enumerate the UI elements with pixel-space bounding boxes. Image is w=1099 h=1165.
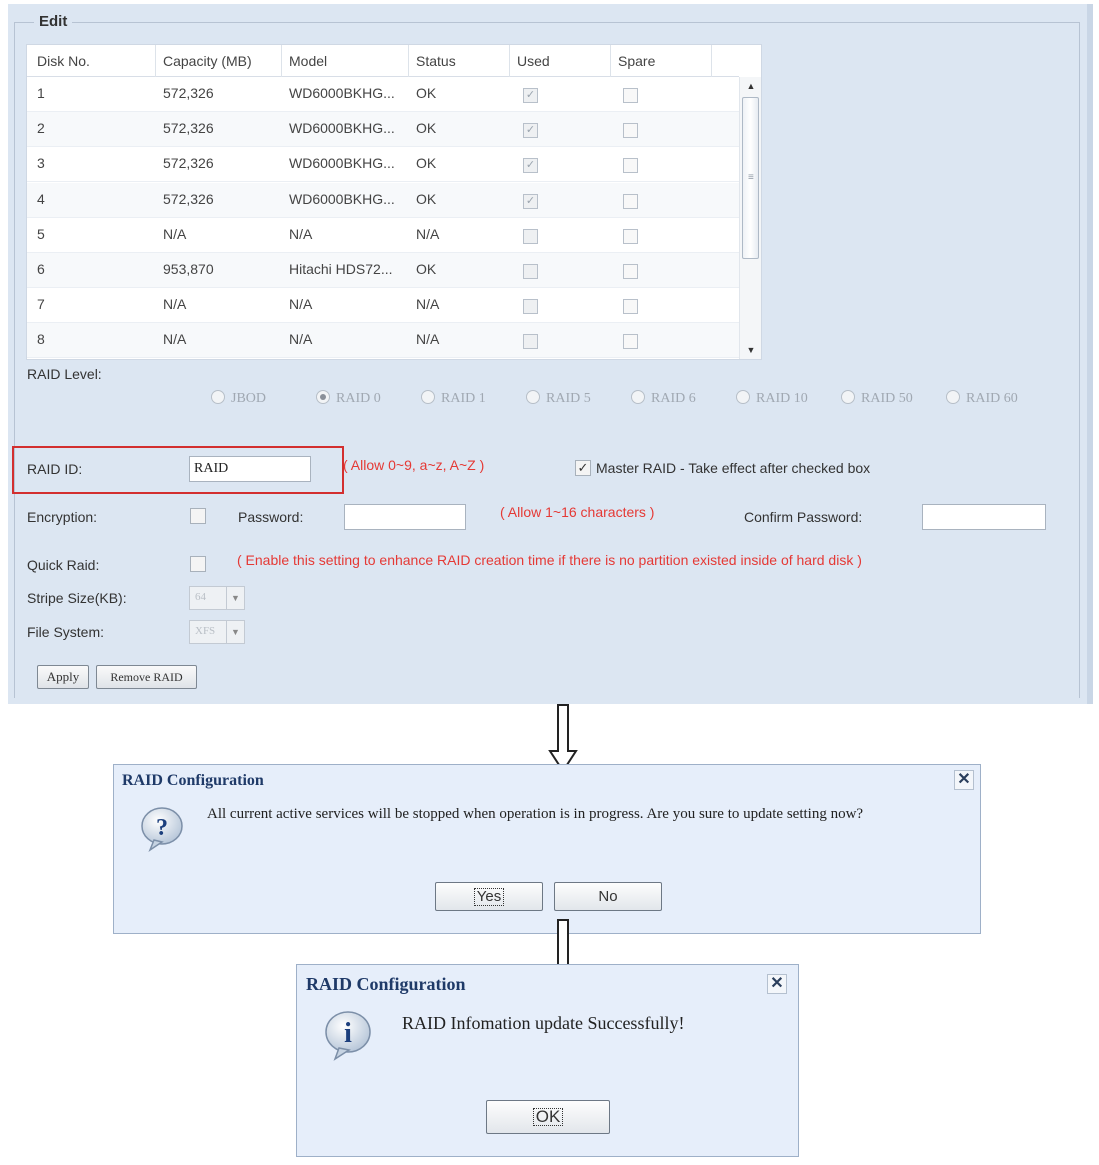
password-label: Password: bbox=[238, 509, 304, 525]
password-input[interactable] bbox=[344, 504, 466, 530]
radio-selected-icon bbox=[316, 390, 330, 404]
cell-status: OK bbox=[416, 120, 437, 137]
used-checkbox[interactable] bbox=[523, 334, 538, 349]
raid-option-raid60[interactable]: RAID 60 bbox=[946, 390, 1018, 407]
radio-icon bbox=[211, 390, 225, 404]
raid-option-raid50[interactable]: RAID 50 bbox=[841, 390, 913, 407]
raid-id-label: RAID ID: bbox=[27, 461, 83, 477]
used-checkbox[interactable]: ✓ bbox=[523, 158, 538, 173]
spare-checkbox[interactable] bbox=[623, 194, 638, 209]
cell-disk: 5 bbox=[37, 225, 45, 242]
cell-status: OK bbox=[416, 190, 437, 207]
question-icon bbox=[138, 805, 186, 853]
confirm-dialog-message: All current active services will be stopped when operation is in progress. Are you sure to update setting now? bbox=[207, 806, 864, 822]
cell-capacity: 572,326 bbox=[163, 155, 214, 172]
confirm-password-label: Confirm Password: bbox=[744, 509, 863, 525]
cell-disk: 4 bbox=[37, 190, 45, 207]
radio-icon bbox=[736, 390, 750, 404]
success-dialog bbox=[296, 964, 799, 1157]
cell-disk: 1 bbox=[37, 85, 45, 101]
grip-icon: ≡ bbox=[748, 172, 754, 183]
raid-option-jbod[interactable]: JBOD bbox=[211, 390, 266, 407]
used-checkbox[interactable]: ✓ bbox=[523, 123, 538, 138]
spare-checkbox[interactable] bbox=[623, 334, 638, 349]
svg-text:?: ? bbox=[156, 815, 168, 841]
table-scrollbar[interactable] bbox=[739, 77, 761, 359]
col-model[interactable]: Model bbox=[289, 53, 328, 69]
table-row[interactable] bbox=[27, 253, 739, 288]
radio-icon bbox=[631, 390, 645, 404]
success-dialog-message: RAID Infomation update Successfully! bbox=[402, 1013, 685, 1033]
file-system-select[interactable]: XFS ▼ bbox=[189, 620, 245, 644]
table-row[interactable] bbox=[27, 288, 739, 323]
master-raid-label: Master RAID - Take effect after checked box bbox=[596, 460, 871, 476]
col-spare[interactable]: Spare bbox=[618, 53, 656, 69]
table-row[interactable] bbox=[27, 218, 739, 253]
radio-icon bbox=[841, 390, 855, 404]
no-button[interactable]: No bbox=[554, 882, 662, 911]
down-arrow-icon bbox=[548, 703, 578, 773]
confirm-dialog-title: RAID Configuration bbox=[122, 772, 264, 789]
scroll-down-arrow-icon[interactable]: ▼ bbox=[746, 345, 756, 355]
cell-status: OK bbox=[416, 261, 437, 277]
raid-id-input[interactable] bbox=[189, 456, 311, 482]
svg-text:i: i bbox=[344, 1018, 352, 1049]
raid-option-raid5[interactable]: RAID 5 bbox=[526, 390, 591, 407]
used-checkbox[interactable] bbox=[523, 299, 538, 314]
cell-model: WD6000BKHG... bbox=[289, 120, 395, 137]
cell-capacity: N/A bbox=[163, 296, 187, 313]
spare-checkbox[interactable] bbox=[623, 264, 638, 279]
cell-model: N/A bbox=[289, 296, 313, 313]
cell-capacity: 572,326 bbox=[163, 85, 214, 101]
raid-option-raid6[interactable]: RAID 6 bbox=[631, 390, 696, 407]
table-row[interactable] bbox=[27, 183, 739, 218]
disk-table bbox=[26, 44, 762, 360]
disk-table-header bbox=[27, 45, 739, 77]
cell-model: Hitachi HDS72... bbox=[289, 261, 393, 277]
stripe-size-select[interactable]: 64 ▼ bbox=[189, 586, 245, 610]
edit-legend: Edit bbox=[34, 13, 72, 30]
cell-disk: 2 bbox=[37, 120, 45, 137]
cell-model: N/A bbox=[289, 331, 313, 348]
confirm-password-input[interactable] bbox=[922, 504, 1046, 530]
chevron-down-icon: ▼ bbox=[226, 621, 244, 643]
password-hint: ( Allow 1~16 characters ) bbox=[500, 504, 655, 520]
used-checkbox[interactable] bbox=[523, 264, 538, 279]
col-capacity[interactable]: Capacity (MB) bbox=[163, 53, 252, 69]
scroll-up-arrow-icon[interactable]: ▲ bbox=[746, 81, 756, 91]
col-disk-no[interactable]: Disk No. bbox=[37, 53, 90, 69]
info-icon bbox=[321, 1009, 375, 1063]
confirm-dialog bbox=[113, 764, 981, 934]
spare-checkbox[interactable] bbox=[623, 88, 638, 103]
spare-checkbox[interactable] bbox=[623, 229, 638, 244]
table-row[interactable] bbox=[27, 112, 739, 147]
spare-checkbox[interactable] bbox=[623, 123, 638, 138]
ok-button[interactable]: OK bbox=[486, 1100, 610, 1134]
cell-capacity: N/A bbox=[163, 331, 187, 348]
scroll-thumb[interactable] bbox=[742, 97, 759, 259]
cell-model: WD6000BKHG... bbox=[289, 190, 395, 207]
col-status[interactable]: Status bbox=[416, 53, 456, 69]
spare-checkbox[interactable] bbox=[623, 158, 638, 173]
close-icon[interactable]: ✕ bbox=[767, 974, 787, 994]
cell-model: WD6000BKHG... bbox=[289, 85, 395, 101]
radio-icon bbox=[526, 390, 540, 404]
yes-button[interactable]: Yes bbox=[435, 882, 543, 911]
apply-button[interactable]: Apply bbox=[37, 665, 89, 689]
cell-disk: 6 bbox=[37, 261, 45, 277]
cell-capacity: N/A bbox=[163, 225, 187, 242]
success-dialog-title: RAID Configuration bbox=[306, 974, 466, 994]
cell-status: N/A bbox=[416, 296, 440, 313]
radio-icon bbox=[421, 390, 435, 404]
encryption-checkbox[interactable] bbox=[190, 508, 206, 524]
cell-status: N/A bbox=[416, 331, 440, 348]
quick-raid-hint: ( Enable this setting to enhance RAID creation time if there is no partition existed inside of hard disk ) bbox=[237, 552, 862, 568]
cell-disk: 7 bbox=[37, 296, 45, 313]
cell-capacity: 572,326 bbox=[163, 120, 214, 137]
master-raid-checkbox[interactable]: ✓ bbox=[575, 460, 591, 476]
stripe-size-label: Stripe Size(KB): bbox=[27, 590, 127, 606]
spare-checkbox[interactable] bbox=[623, 299, 638, 314]
table-row[interactable] bbox=[27, 77, 739, 112]
remove-raid-button[interactable]: Remove RAID bbox=[96, 665, 197, 689]
raid-option-raid1[interactable]: RAID 1 bbox=[421, 390, 486, 407]
table-row[interactable] bbox=[27, 147, 739, 182]
raid-id-hint: ( Allow 0~9, a~z, A~Z ) bbox=[343, 457, 485, 473]
cell-model: WD6000BKHG... bbox=[289, 155, 395, 172]
cell-disk: 3 bbox=[37, 155, 45, 172]
cell-status: N/A bbox=[416, 225, 440, 242]
cell-status: OK bbox=[416, 85, 437, 101]
used-checkbox[interactable]: ✓ bbox=[523, 88, 538, 103]
quick-raid-label: Quick Raid: bbox=[27, 557, 100, 573]
table-row[interactable] bbox=[27, 323, 739, 358]
raid-level-label: RAID Level: bbox=[27, 366, 102, 382]
col-used[interactable]: Used bbox=[517, 53, 550, 69]
cell-model: N/A bbox=[289, 225, 313, 242]
encryption-label: Encryption: bbox=[27, 509, 98, 525]
cell-capacity: 953,870 bbox=[163, 261, 214, 277]
cell-status: OK bbox=[416, 155, 437, 172]
close-icon[interactable]: ✕ bbox=[954, 770, 974, 790]
used-checkbox[interactable]: ✓ bbox=[523, 194, 538, 209]
used-checkbox[interactable] bbox=[523, 229, 538, 244]
cell-disk: 8 bbox=[37, 331, 45, 348]
radio-icon bbox=[946, 390, 960, 404]
raid-option-raid10[interactable]: RAID 10 bbox=[736, 390, 808, 407]
raid-option-raid0[interactable]: RAID 0 bbox=[316, 390, 381, 407]
chevron-down-icon: ▼ bbox=[226, 587, 244, 609]
quick-raid-checkbox[interactable] bbox=[190, 556, 206, 572]
file-system-label: File System: bbox=[27, 624, 105, 640]
cell-capacity: 572,326 bbox=[163, 190, 214, 207]
